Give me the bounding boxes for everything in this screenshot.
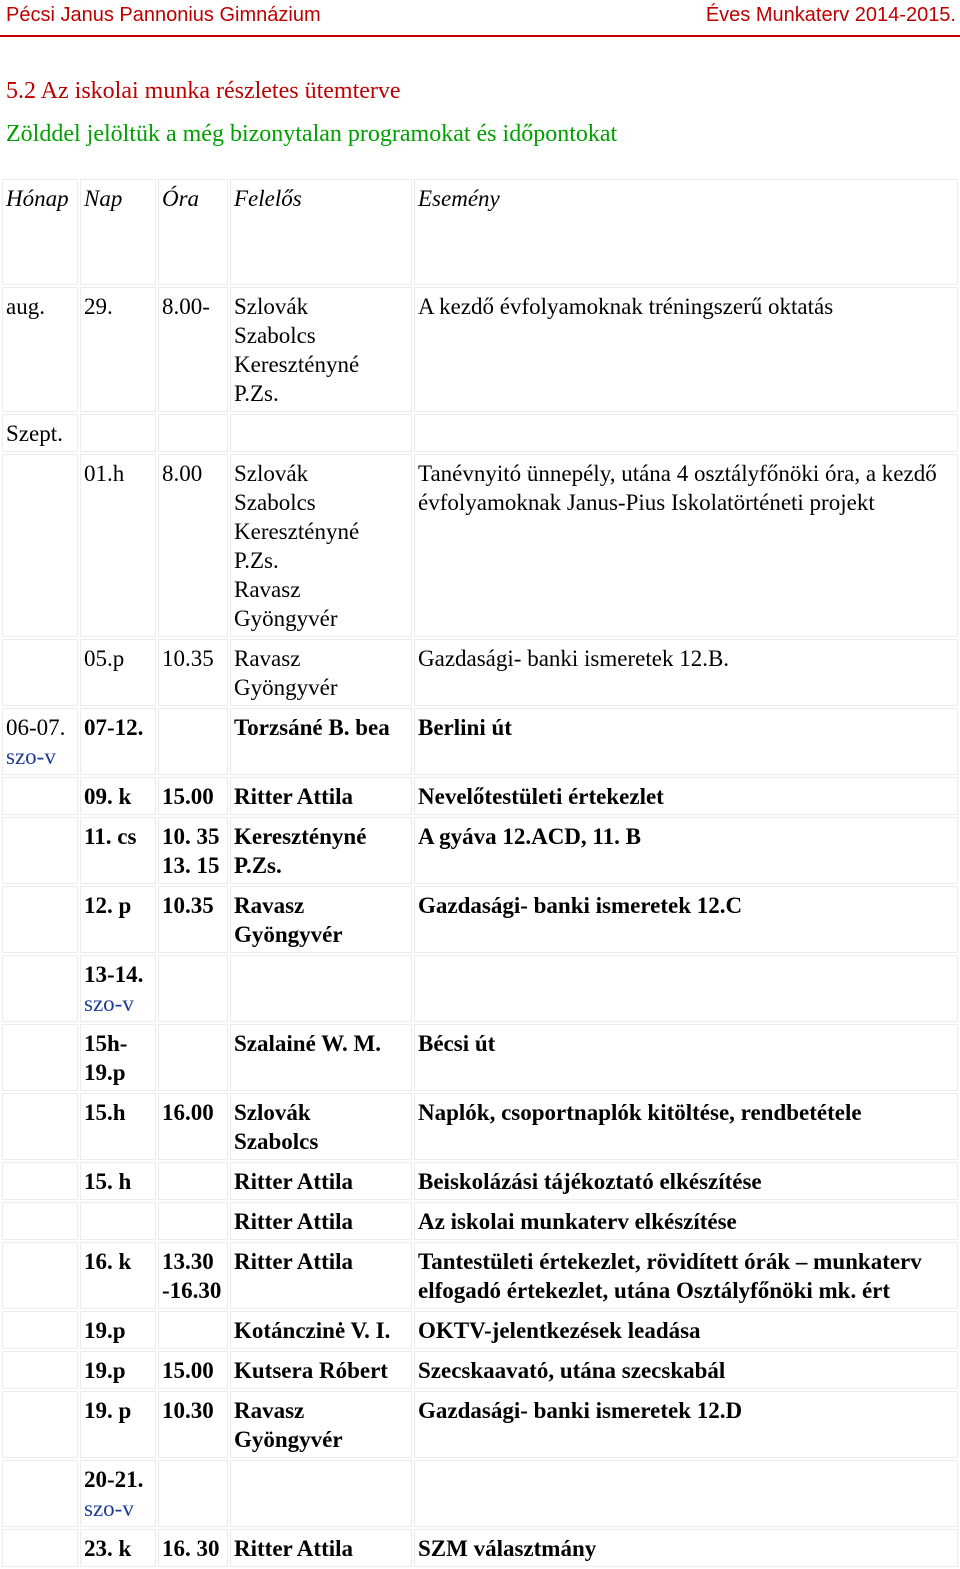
table-row	[2, 287, 958, 412]
cell-felelos	[230, 886, 412, 953]
cell-esemeny	[414, 414, 958, 452]
weekend-label: szo-v	[84, 991, 134, 1016]
cell-esemeny	[414, 287, 958, 412]
cell-esemeny-text: Bécsi út	[418, 1031, 496, 1056]
cell-ora-text: 16. 30	[162, 1536, 220, 1561]
page-header	[0, 0, 960, 34]
cell-honap	[2, 287, 78, 412]
section-title: 5.2 Az iskolai munka részletes ütemterve	[6, 78, 401, 104]
cell-nap-text: 20-21.	[84, 1467, 144, 1492]
cell-ora	[158, 1391, 228, 1458]
cell-honap	[2, 1093, 78, 1160]
cell-nap	[80, 1351, 156, 1389]
cell-esemeny	[414, 1024, 958, 1091]
cell-esemeny	[414, 454, 958, 637]
cell-honap	[2, 1242, 78, 1309]
cell-ora	[158, 287, 228, 412]
cell-nap	[80, 1242, 156, 1309]
cell-ora-text: 8.00-	[162, 294, 210, 319]
cell-nap-text: 19.p	[84, 1358, 126, 1383]
cell-ora-text: 10.30	[162, 1398, 214, 1423]
cell-honap	[2, 414, 78, 452]
table-header-row	[2, 179, 958, 285]
table-row	[2, 1311, 958, 1349]
table-row	[2, 817, 958, 884]
cell-felelos	[230, 287, 412, 412]
cell-nap-text: 15.h	[84, 1100, 126, 1125]
col-header-felelos: Felelős	[230, 179, 412, 285]
table-row	[2, 1202, 958, 1240]
cell-ora-text: 13.30 -16.30	[162, 1249, 222, 1303]
cell-honap	[2, 1202, 78, 1240]
cell-honap	[2, 1529, 78, 1567]
cell-esemeny-text: Szecskaavató, utána szecskabál	[418, 1358, 726, 1383]
cell-felelos-text: Szlovák Szabolcs	[234, 1100, 319, 1154]
cell-ora	[158, 1351, 228, 1389]
schedule-table	[0, 177, 960, 1569]
table-row	[2, 1242, 958, 1309]
cell-esemeny	[414, 1529, 958, 1567]
cell-ora	[158, 1162, 228, 1200]
cell-esemeny-text: OKTV-jelentkezések leadása	[418, 1318, 701, 1343]
table-row	[2, 1351, 958, 1389]
cell-nap	[80, 1529, 156, 1567]
table-row	[2, 1460, 958, 1527]
cell-esemeny-text: Gazdasági- banki ismeretek 12.D	[418, 1398, 743, 1423]
cell-felelos	[230, 1202, 412, 1240]
cell-nap-text: 01.h	[84, 461, 125, 486]
cell-felelos	[230, 708, 412, 775]
table-row	[2, 414, 958, 452]
cell-nap-text: 13-14.	[84, 962, 144, 987]
cell-ora	[158, 1202, 228, 1240]
cell-honap-text: Szept.	[6, 421, 63, 446]
cell-felelos-text: Ritter Attila	[234, 1209, 354, 1234]
cell-ora	[158, 708, 228, 775]
cell-honap	[2, 1162, 78, 1200]
cell-nap-text: 12. p	[84, 893, 132, 918]
header-divider	[0, 35, 960, 37]
cell-nap	[80, 777, 156, 815]
cell-nap-text: 09. k	[84, 784, 132, 809]
cell-felelos	[230, 777, 412, 815]
cell-felelos	[230, 414, 412, 452]
cell-ora	[158, 777, 228, 815]
table-row	[2, 1162, 958, 1200]
cell-esemeny	[414, 1202, 958, 1240]
table-body	[2, 287, 958, 1567]
cell-felelos-text: Szlovák Szabolcs Keresztényné P.Zs. Ravasz Gyöngyvér	[234, 461, 360, 631]
cell-honap	[2, 817, 78, 884]
cell-esemeny	[414, 1093, 958, 1160]
table-row	[2, 1391, 958, 1458]
cell-honap	[2, 1391, 78, 1458]
cell-honap	[2, 708, 78, 775]
cell-honap-text: 06-07.	[6, 715, 66, 740]
cell-ora	[158, 1093, 228, 1160]
cell-ora-text: 16.00	[162, 1100, 214, 1125]
cell-honap	[2, 777, 78, 815]
col-header-ora: Óra	[158, 179, 228, 285]
cell-nap-text: 05.p	[84, 646, 125, 671]
cell-ora	[158, 414, 228, 452]
cell-esemeny-text: Beiskolázási tájékoztató elkészítése	[418, 1169, 762, 1194]
cell-esemeny-text: A gyáva 12.ACD, 11. B	[418, 824, 641, 849]
cell-felelos-text: Ravasz Gyöngyvér	[234, 646, 338, 700]
cell-honap	[2, 454, 78, 637]
cell-nap-text: 07-12.	[84, 715, 144, 740]
table-row	[2, 708, 958, 775]
cell-esemeny-text: Naplók, csoportnaplók kitöltése, rendbetétele	[418, 1100, 862, 1125]
cell-ora-text: 10.35	[162, 893, 214, 918]
cell-nap	[80, 1024, 156, 1091]
cell-nap-text: 19. p	[84, 1398, 132, 1423]
cell-ora	[158, 1460, 228, 1527]
cell-honap	[2, 1460, 78, 1527]
cell-esemeny-text: A kezdő évfolyamoknak tréningszerű oktatás	[418, 294, 834, 319]
cell-esemeny-text: Az iskolai munkaterv elkészítése	[418, 1209, 737, 1234]
cell-felelos-text: Ritter Attila	[234, 784, 354, 809]
cell-felelos	[230, 1351, 412, 1389]
cell-nap	[80, 639, 156, 706]
cell-ora	[158, 454, 228, 637]
cell-honap	[2, 1351, 78, 1389]
cell-felelos	[230, 1162, 412, 1200]
cell-esemeny-text: Tanévnyitó ünnepély, utána 4 osztályfőnöki óra, a kezdő évfolyamoknak Janus-Pius Iskolatörténeti projekt	[418, 461, 937, 515]
cell-nap	[80, 454, 156, 637]
cell-ora-text: 10.35	[162, 646, 214, 671]
cell-felelos-text: Torzsáné B. bea	[234, 715, 390, 740]
cell-felelos-text: Szalainé W. M.	[234, 1031, 381, 1056]
cell-felelos-text: Ravasz Gyöngyvér	[234, 1398, 343, 1452]
cell-esemeny-text: Tantestületi értekezlet, rövidített órák – munkaterv elfogadó értekezlet, utána Osztályfőnöki mk. ért	[418, 1249, 922, 1303]
cell-ora-text: 15.00	[162, 784, 214, 809]
cell-ora	[158, 817, 228, 884]
cell-esemeny	[414, 886, 958, 953]
cell-esemeny	[414, 708, 958, 775]
col-header-nap: Nap	[80, 179, 156, 285]
cell-nap-text: 16. k	[84, 1249, 132, 1274]
weekend-label: szo-v	[84, 1496, 134, 1521]
cell-nap	[80, 1093, 156, 1160]
cell-ora	[158, 1311, 228, 1349]
col-header-esemeny: Esemény	[414, 179, 958, 285]
cell-nap	[80, 817, 156, 884]
cell-felelos-text: Keresztényné P.Zs.	[234, 824, 367, 878]
cell-ora-text: 8.00	[162, 461, 203, 486]
cell-esemeny	[414, 1242, 958, 1309]
cell-ora	[158, 1024, 228, 1091]
cell-nap	[80, 414, 156, 452]
cell-honap-text: aug.	[6, 294, 45, 319]
cell-nap	[80, 1311, 156, 1349]
cell-honap	[2, 1311, 78, 1349]
cell-esemeny	[414, 955, 958, 1022]
cell-nap	[80, 1162, 156, 1200]
cell-felelos	[230, 1093, 412, 1160]
cell-honap	[2, 955, 78, 1022]
subtitle: Zölddel jelöltük a még bizonytalan programokat és időpontokat	[6, 121, 618, 147]
cell-nap	[80, 1391, 156, 1458]
cell-nap-text: 15. h	[84, 1169, 132, 1194]
cell-esemeny	[414, 817, 958, 884]
cell-felelos	[230, 817, 412, 884]
cell-felelos	[230, 1242, 412, 1309]
table-row	[2, 886, 958, 953]
schedule-table-wrapper	[0, 177, 960, 1569]
cell-esemeny-text: Gazdasági- banki ismeretek 12.B.	[418, 646, 730, 671]
school-name: Pécsi Janus Pannonius Gimnázium	[6, 4, 321, 26]
cell-felelos	[230, 955, 412, 1022]
cell-nap-text: 11. cs	[84, 824, 137, 849]
cell-esemeny	[414, 639, 958, 706]
col-header-honap: Hónap	[2, 179, 78, 285]
cell-nap	[80, 886, 156, 953]
cell-nap	[80, 1460, 156, 1527]
cell-felelos-text: Szlovák Szabolcs Keresztényné P.Zs.	[234, 294, 360, 406]
cell-nap-text: 29.	[84, 294, 113, 319]
cell-felelos-text: Kotánczinė V. I.	[234, 1318, 391, 1343]
weekend-label: szo-v	[6, 744, 56, 769]
cell-esemeny-text: Berlini út	[418, 715, 512, 740]
cell-honap	[2, 886, 78, 953]
table-row	[2, 454, 958, 637]
table-row	[2, 1024, 958, 1091]
table-row	[2, 955, 958, 1022]
table-row	[2, 639, 958, 706]
cell-nap-text: 19.p	[84, 1318, 126, 1343]
cell-esemeny	[414, 1391, 958, 1458]
table-row	[2, 1529, 958, 1567]
cell-nap	[80, 955, 156, 1022]
cell-ora	[158, 1529, 228, 1567]
cell-esemeny-text: Gazdasági- banki ismeretek 12.C	[418, 893, 743, 918]
cell-honap	[2, 639, 78, 706]
cell-felelos-text: Ravasz Gyöngyvér	[234, 893, 343, 947]
cell-honap	[2, 1024, 78, 1091]
cell-felelos	[230, 1311, 412, 1349]
cell-nap	[80, 708, 156, 775]
document-title: Éves Munkaterv 2014-2015.	[705, 4, 956, 26]
cell-esemeny	[414, 1162, 958, 1200]
cell-felelos	[230, 1391, 412, 1458]
cell-nap-text: 23. k	[84, 1536, 132, 1561]
cell-felelos	[230, 1460, 412, 1527]
cell-felelos-text: Ritter Attila	[234, 1249, 354, 1274]
cell-nap	[80, 1202, 156, 1240]
cell-felelos	[230, 639, 412, 706]
cell-nap-text: 15h- 19.p	[84, 1031, 128, 1085]
cell-ora	[158, 1242, 228, 1309]
cell-ora	[158, 639, 228, 706]
cell-ora-text: 15.00	[162, 1358, 214, 1383]
cell-esemeny	[414, 1460, 958, 1527]
cell-felelos-text: Ritter Attila	[234, 1169, 354, 1194]
table-row	[2, 1093, 958, 1160]
cell-ora	[158, 886, 228, 953]
cell-nap	[80, 287, 156, 412]
cell-esemeny	[414, 1351, 958, 1389]
cell-felelos	[230, 454, 412, 637]
cell-esemeny	[414, 777, 958, 815]
cell-felelos-text: Kutsera Róbert	[234, 1358, 388, 1383]
table-row	[2, 777, 958, 815]
cell-felelos	[230, 1529, 412, 1567]
cell-esemeny-text: SZM választmány	[418, 1536, 597, 1561]
cell-ora	[158, 955, 228, 1022]
cell-felelos-text: Ritter Attila	[234, 1536, 354, 1561]
cell-felelos	[230, 1024, 412, 1091]
cell-esemeny	[414, 1311, 958, 1349]
cell-ora-text: 10. 35 13. 15	[162, 824, 220, 878]
cell-esemeny-text: Nevelőtestületi értekezlet	[418, 784, 664, 809]
